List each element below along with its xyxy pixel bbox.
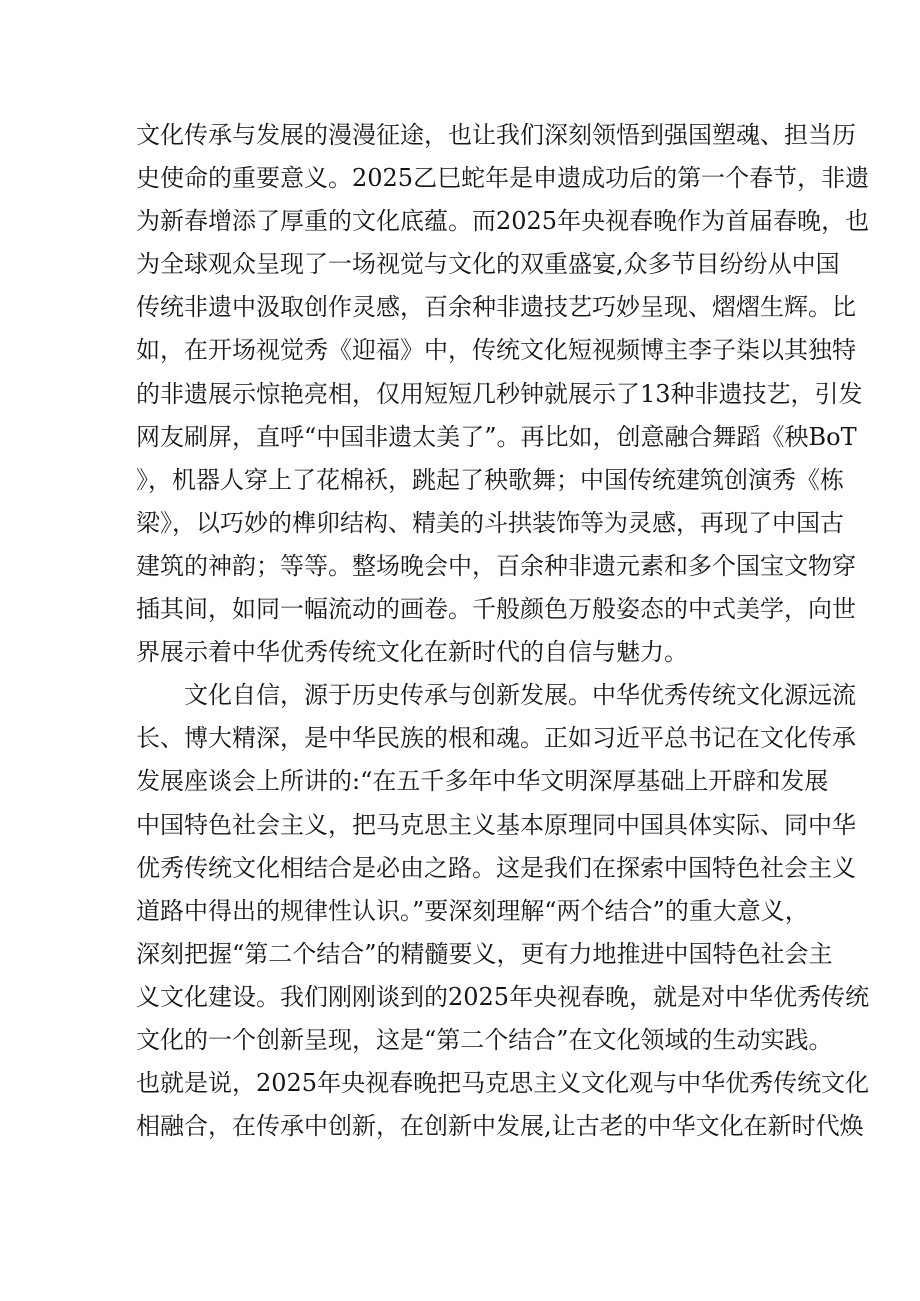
text-line: 如，在开场视觉秀《迎福》中，传统文化短视频博主李子柒以其独特 (136, 336, 856, 365)
text-line: 梁》，以巧妙的榫卯结构、精美的斗拱装饰等为灵感，再现了中国古 (136, 508, 844, 537)
text-line: 文化自信，源于历史传承与创新发展。中华优秀传统文化源远流 (184, 681, 856, 710)
text-line: 网友刷屏，直呼“中国非遗太美了”。再比如，创意融合舞蹈《秧BoT (136, 422, 857, 451)
text-line: 文化传承与发展的漫漫征途，也让我们深刻领悟到强国塑魂、担当历 (136, 121, 856, 149)
text-line: 建筑的神韵；等等。整场晚会中，百余种非遗元素和多个国宝文物穿 (136, 551, 856, 580)
text-line: 的非遗展示惊艳亮相，仅用短短几秒钟就展示了13种非遗技艺，引发 (136, 379, 863, 408)
text-line: 中国特色社会主义，把马克思主义基本原理同中国具体实际、同中华 (136, 810, 856, 839)
text-line: 发展座谈会上所讲的:“在五千多年中华文明深厚基础上开辟和发展 (136, 767, 829, 796)
text-line: 相融合，在传承中创新，在创新中发展,让古老的中华文化在新时代焕 (136, 1112, 864, 1141)
text-line: 长、博大精深，是中华民族的根和魂。正如习近平总书记在文化传承 (136, 724, 856, 753)
text-line: 为全球观众呈现了一场视觉与文化的双重盛宴,众多节目纷纷从中国 (136, 250, 840, 279)
text-line: 插其间，如同一幅流动的画卷。千般颜色万般姿态的中式美学，向世 (136, 595, 856, 624)
paragraph-2 (136, 674, 870, 1148)
text-line: 史使命的重要意义。2025乙巳蛇年是申遗成功后的第一个春节，非遗 (136, 164, 870, 193)
paragraph-1 (136, 114, 870, 674)
text-line: 》，机器人穿上了花棉袄，跳起了秧歌舞；中国传统建筑创演秀《栋 (136, 465, 844, 494)
document-body (136, 114, 870, 1148)
text-line: 传统非遗中汲取创作灵感，百余种非遗技艺巧妙呈现、熠熠生辉。比 (136, 293, 856, 322)
text-line: 优秀传统文化相结合是必由之路。这是我们在探索中国特色社会主义 (136, 853, 856, 882)
text-line: 道路中得出的规律性认识。”要深刻理解“两个结合”的重大意义， (136, 896, 809, 925)
text-line: 义文化建设。我们刚刚谈到的2025年央视春晚，就是对中华优秀传统 (136, 982, 870, 1011)
text-line: 也就是说，2025年央视春晚把马克思主义文化观与中华优秀传统文化 (136, 1069, 870, 1098)
text-line: 文化的一个创新呈现，这是“第二个结合”在文化领域的生动实践。 (136, 1025, 833, 1054)
text-line: 界展示着中华优秀传统文化在新时代的自信与魅力。 (136, 638, 688, 667)
text-line: 深刻把握“第二个结合”的精髓要义，更有力地推进中国特色社会主 (136, 939, 833, 968)
text-line: 为新春增添了厚重的文化底蕴。而2025年央视春晚作为首届春晚，也 (136, 207, 870, 236)
